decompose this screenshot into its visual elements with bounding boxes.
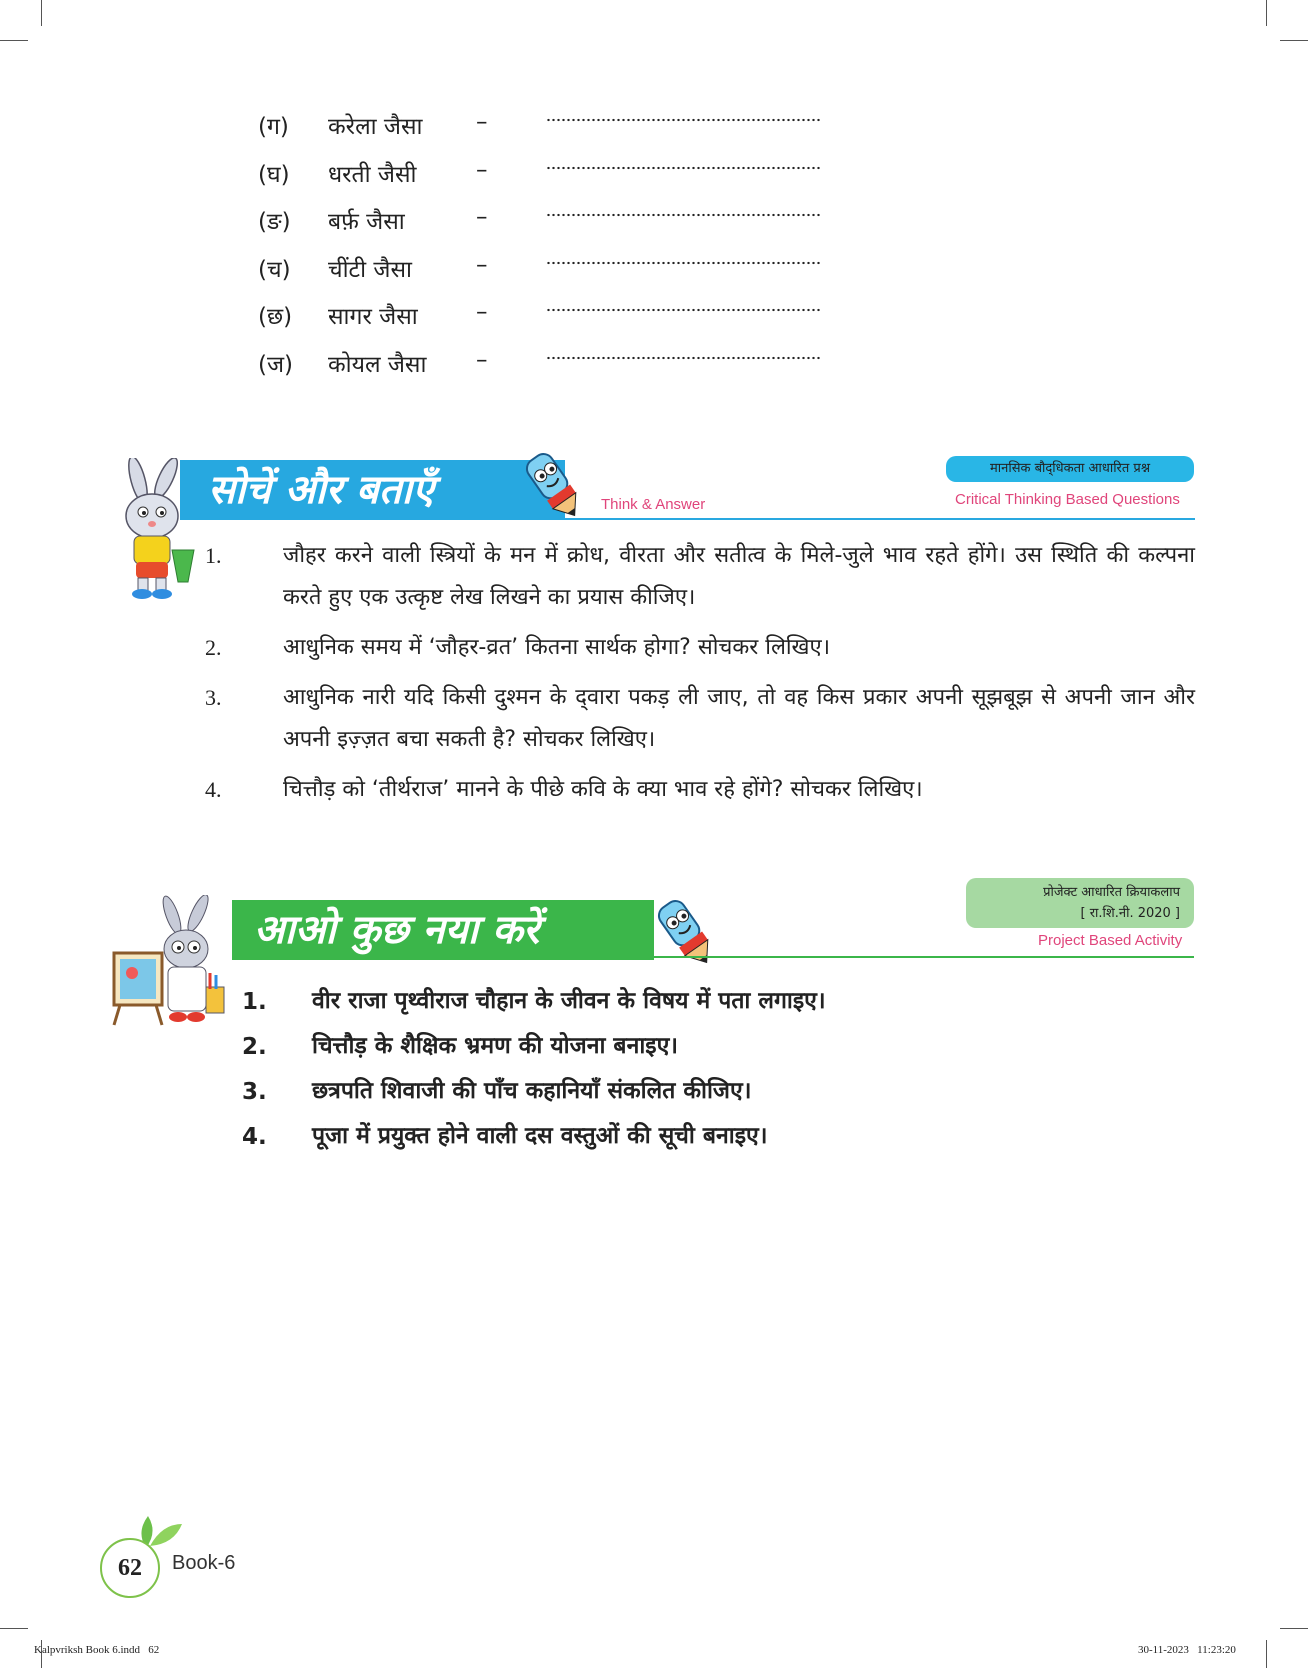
answer-blank[interactable] (546, 118, 822, 122)
simile-word: बर्फ़ जैसा (328, 209, 405, 235)
simile-row (258, 200, 858, 248)
question-text: आधुनिक समय में ‘जौहर-व्रत’ कितना सार्थक होगा? सोचकर लिखिए। (283, 635, 831, 660)
project-text: वीर राजा पृथ्वीराज चौहान के जीवन के विषय में पता लगाइए। (312, 988, 826, 1014)
question-list (205, 535, 1195, 819)
pencil-mascot-icon (650, 893, 722, 971)
simile-dash: – (476, 346, 488, 373)
answer-blank[interactable] (546, 166, 822, 170)
simile-word: चींटी जैसा (328, 256, 412, 283)
simile-row (258, 153, 858, 201)
crop-mark (1280, 1628, 1308, 1629)
project-number: 3. (242, 1079, 267, 1105)
answer-blank[interactable] (546, 356, 822, 360)
question-text: जौहर करने वाली स्त्रियों के मन में क्रोध, वीरता और सतीत्व के मिले-जुले भाव रहते होंगे। उस स्थिति की कल्पना करते हुए एक उत्कृष्ट लेख लिखने का प्रयास कीजिए। (283, 543, 1195, 610)
critical-thinking-tag: मानसिक बौद्‌धिकता आधारित प्रश्न (946, 456, 1194, 482)
crop-mark (1266, 1640, 1267, 1668)
project-text: पूजा में प्रयुक्त होने वाली दस वस्तुओं की सूची बनाइए। (312, 1123, 768, 1149)
project-item (242, 983, 1142, 1028)
project-label: Project Based Activity (1038, 932, 1183, 949)
project-item (242, 1118, 1142, 1163)
simile-letter: (ङ) (258, 209, 291, 235)
file-name: Kalpvriksh Book 6.indd 62 (34, 1644, 160, 1656)
think-answer-subtitle: Think & Answer (601, 496, 706, 513)
simile-word: सागर जैसा (328, 304, 418, 330)
project-tag (966, 878, 1194, 928)
simile-letter: (छ) (258, 304, 293, 330)
simile-row (258, 295, 858, 343)
question-item (205, 769, 1195, 811)
project-text: चित्तौड़ के शैक्षिक भ्रमण की योजना बनाइए। (312, 1033, 679, 1059)
crop-mark (41, 0, 42, 26)
project-list (242, 983, 1142, 1163)
section-rule (565, 518, 1195, 520)
simile-letter: (घ) (258, 161, 290, 188)
question-number: 2. (205, 635, 222, 660)
question-item (205, 535, 1195, 619)
simile-letter: (च) (258, 256, 291, 283)
project-number: 2. (242, 1034, 267, 1060)
simile-row (258, 105, 858, 153)
simile-dash: – (476, 299, 488, 325)
critical-thinking-label: Critical Thinking Based Questions (955, 491, 1180, 508)
simile-row (258, 248, 858, 296)
page-number: 62 (100, 1538, 160, 1598)
question-number: 1. (205, 543, 222, 568)
answer-blank[interactable] (546, 261, 822, 265)
question-text: चित्तौड़ को ‘तीर्थराज’ मानने के पीछे कवि के क्या भाव रहे होंगे? सोचकर लिखिए। (283, 777, 923, 802)
simile-word: करेला जैसा (328, 114, 423, 140)
question-number: 4. (205, 777, 222, 802)
project-tag-reference: [ रा.शि.नी. 2020 ] (1080, 906, 1180, 921)
question-text: आधुनिक नारी यदि किसी दुश्मन के द्‌वारा पकड़ ली जाए, तो वह किस प्रकार अपनी सूझबूझ से अपनी जान और अपनी इज़्ज़त बचा सकती है? सोचकर लिखिए। (283, 685, 1195, 752)
simile-row (258, 343, 858, 391)
question-number: 3. (205, 685, 222, 710)
project-number: 4. (242, 1124, 267, 1150)
section-rule (654, 956, 1194, 958)
project-item (242, 1028, 1142, 1073)
crop-mark (0, 1628, 28, 1629)
simile-list (258, 105, 858, 390)
book-label: Book-6 (172, 1552, 236, 1574)
simile-letter: (ज) (258, 351, 294, 378)
crop-mark (1266, 0, 1267, 26)
simile-dash: – (476, 251, 488, 278)
project-number: 1. (242, 989, 267, 1015)
simile-dash: – (476, 204, 488, 230)
question-item (205, 677, 1195, 761)
think-answer-heading: सोचें और बताएँ (180, 460, 565, 520)
question-item (205, 627, 1195, 669)
answer-blank[interactable] (546, 308, 822, 312)
project-tag-label: प्रोजेक्ट आधारित क्रियाकलाप (1043, 885, 1180, 900)
timestamp: 30-11-2023 11:23:20 (1138, 1644, 1236, 1656)
rabbit-painter-illustration (110, 895, 230, 1030)
project-heading: आओ कुछ नया करें (232, 900, 654, 960)
crop-mark (1280, 40, 1308, 41)
simile-letter: (ग) (258, 114, 289, 140)
simile-dash: – (476, 109, 488, 135)
simile-word: कोयल जैसा (328, 351, 427, 378)
crop-mark (0, 40, 28, 41)
project-item (242, 1073, 1142, 1118)
simile-word: धरती जैसी (328, 161, 417, 188)
project-text: छत्रपति शिवाजी की पाँच कहानियाँ संकलित कीजिए। (312, 1078, 752, 1104)
answer-blank[interactable] (546, 213, 822, 217)
pencil-mascot-icon (518, 446, 590, 524)
simile-dash: – (476, 156, 488, 183)
